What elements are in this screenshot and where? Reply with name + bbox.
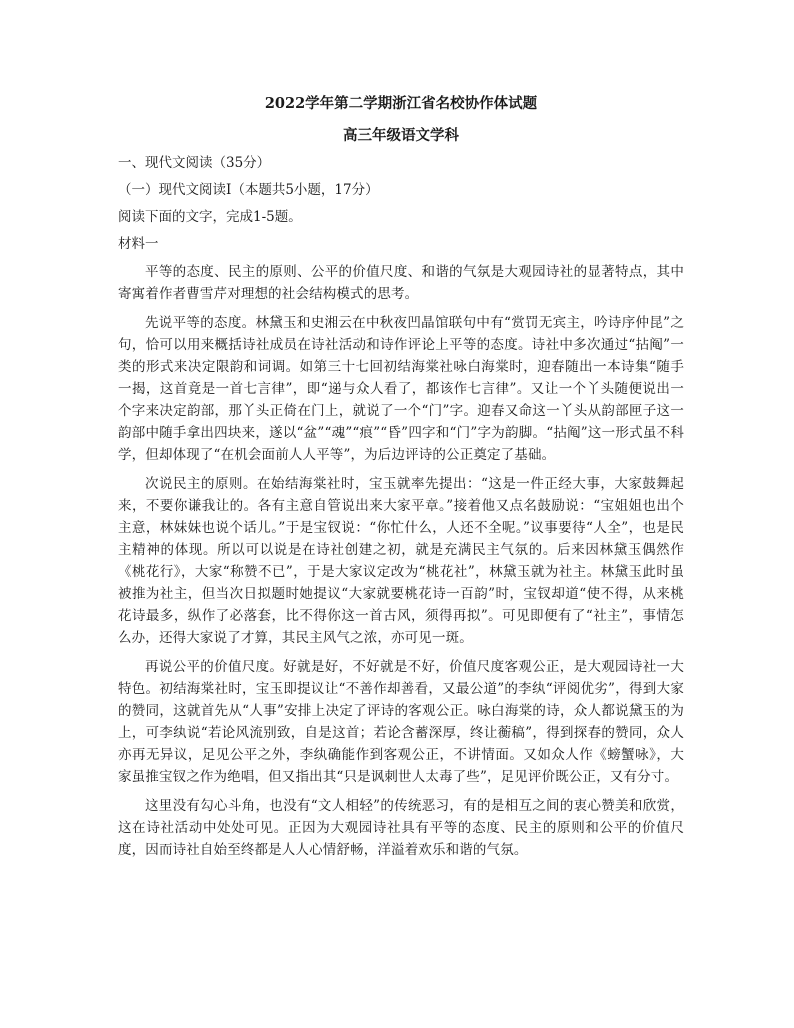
reading-instruction: 阅读下面的文字，完成1-5题。 <box>118 209 302 225</box>
material-label: 材料一 <box>118 236 159 252</box>
paragraph-harmony: 这里没有勾心斗角，也没有“文人相轻”的传统恶习，有的是相互之间的衷心赞美和欣赏，这在诗社活动中处处可见。正因为大观园诗社具有平等的态度、民主的原则和公平的价值尺度，因而诗社自始至终都是人人心情舒畅，洋溢着欢乐和谐的气氛。 <box>118 798 684 858</box>
paragraph-equality: 先说平等的态度。林黛玉和史湘云在中秋夜凹晶馆联句中有“赏罚无宾主，吟诗序仲昆”之句，恰可以用来概括诗社成员在诗社活动和诗作评论上平等的态度。诗社中多次通过“拈阄”一类的形式来决定限韵和词调。如第三十七回初结海棠社咏白海棠时，迎春随出一本诗集“随手一揭，这首竟是一首七言律”，即“递与众人看了，都该作七言律”。又让一个丫头随便说出一个字来决定韵部，那丫头正倚在门上，就说了一个“门”字。迎春又命这一丫头从韵部匣子这一韵部中随手拿出四块来，遂以“盆”“魂”“痕”“昏”四字和“门”字为韵脚。“拈阄”这一形式虽不科学，但却体现了“在机会面前人人平等”，为后边评诗的公正奠定了基础。 <box>118 315 684 463</box>
paragraph-fairness: 再说公平的价值尺度。好就是好，不好就是不好，价值尺度客观公正，是大观园诗社一大特色。初结海棠社时，宝玉即提议让“不善作却善看，又最公道”的李纨“评阅优劣”，得到大家的赞同，这就首先从“人事”安排上决定了评诗的客观公正。咏白海棠的诗，众人都说黛玉的为上，可李纨说“若论风流别致，自是这首；若论含蓄深厚，终让蘅稿”，得到探春的赞同，众人亦再无异议，足见公平之外，李纨确能作到客观公正，不讲情面。又如众人作《螃蟹咏》，大家虽推宝钗之作为绝唱，但又指出其“只是讽刺世人太毒了些”，足见评价既公正，又有分寸。 <box>118 659 684 785</box>
exam-title: 2022学年第二学期浙江省名校协作体试题 <box>264 95 538 112</box>
subsection-heading: （一）现代文阅读Ⅰ（本题共5小题，17分） <box>118 182 379 198</box>
section-heading: 一、现代文阅读（35分） <box>118 155 271 171</box>
paragraph-intro: 平等的态度、民主的原则、公平的价值尺度、和谐的气氛是大观园诗社的显著特点，其中寄寓着作者曹雪芹对理想的社会结构模式的思考。 <box>118 264 684 302</box>
exam-subtitle: 高三年级语文学科 <box>343 127 459 144</box>
paragraph-democracy: 次说民主的原则。在始结海棠社时，宝玉就率先提出：“这是一件正经大事，大家鼓舞起来，不要你谦我让的。各有主意自管说出来大家平章。”接着他又点名鼓励说：“宝姐姐也出个主意，林妹妹也说个话儿。”于是宝钗说：“你忙什么，人还不全呢。”议事要待“人全”，也是民主精神的体现。所以可以说是在诗社创建之初，就是充满民主气氛的。后来因林黛玉偶然作《桃花行》，大家“称赞不已”，于是大家议定改为“桃花社”，林黛玉就为社主。林黛玉此时虽被推为社主，但当次日拟题时她提议“大家就要桃花诗一百韵”时，宝钗却道“使不得，从来桃花诗最多，纵作了必落套，比不得你这一首古风，须得再拟”。可见即便有了“社主”，事情怎么办，还得大家说了才算，其民主风气之浓，亦可见一斑。 <box>118 476 684 646</box>
